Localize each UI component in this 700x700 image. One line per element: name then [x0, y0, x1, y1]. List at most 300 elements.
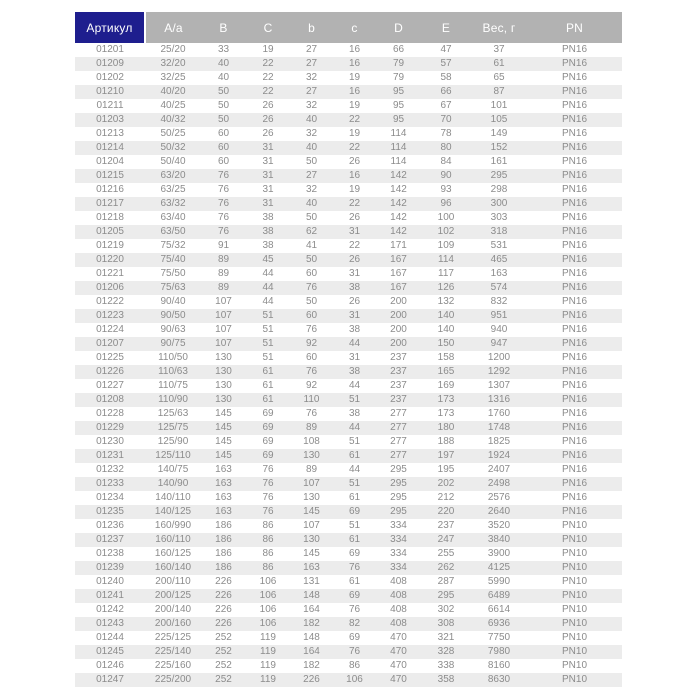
cell-c-upper: 119	[260, 632, 276, 643]
cell-a-over-a: 225/160	[154, 660, 192, 671]
cell-a-over-a: 75/63	[160, 282, 186, 293]
cell-articul: 01237	[96, 534, 124, 545]
cell-articul: 01210	[96, 86, 124, 97]
cell-b-lower: 145	[303, 506, 320, 517]
table-row	[75, 505, 622, 519]
cell-e: 140	[437, 310, 455, 321]
cell-articul: 01206	[96, 282, 124, 293]
cell-d: 237	[390, 352, 407, 363]
cell-pn: PN16	[561, 436, 587, 447]
cell-pn: PN16	[561, 226, 587, 237]
cell-b-lower: 60	[305, 310, 318, 321]
cell-pn: PN16	[561, 44, 587, 55]
cell-b-lower: 32	[305, 72, 318, 83]
cell-weight-g: 3900	[487, 548, 511, 559]
table-row	[75, 673, 622, 687]
cell-e: 328	[437, 646, 455, 657]
cell-weight-g: 300	[490, 198, 508, 209]
cell-pn: PN16	[561, 296, 587, 307]
column-header-articul: Артикул	[75, 12, 145, 43]
cell-articul: 01204	[96, 156, 124, 167]
cell-weight-g: 940	[490, 324, 508, 335]
cell-b-upper: 186	[215, 562, 232, 573]
cell-c-upper: 19	[262, 44, 274, 55]
cell-weight-g: 152	[490, 142, 508, 153]
cell-e: 358	[437, 674, 455, 685]
cell-e: 57	[440, 58, 452, 69]
cell-e: 150	[437, 338, 455, 349]
cell-a-over-a: 225/125	[154, 632, 192, 643]
cell-c-lower: 44	[348, 338, 361, 349]
cell-b-upper: 186	[215, 520, 232, 531]
cell-b-upper: 60	[217, 156, 230, 167]
cell-c-lower: 86	[348, 660, 361, 671]
cell-d: 167	[390, 282, 407, 293]
cell-c-lower: 16	[348, 58, 361, 69]
cell-a-over-a: 40/20	[160, 86, 186, 97]
cell-pn: PN16	[561, 114, 587, 125]
cell-c-upper: 45	[262, 254, 274, 265]
cell-pn: PN16	[561, 240, 587, 251]
cell-d: 470	[390, 632, 407, 643]
cell-pn: PN10	[561, 604, 587, 615]
cell-a-over-a: 32/25	[160, 72, 186, 83]
table-row	[75, 323, 622, 337]
cell-d: 167	[390, 254, 407, 265]
cell-articul: 01213	[96, 128, 124, 139]
cell-e: 169	[437, 380, 455, 391]
table-row	[75, 561, 622, 575]
cell-c-lower: 22	[348, 198, 361, 209]
cell-c-upper: 38	[262, 212, 274, 223]
cell-d: 114	[390, 142, 407, 153]
cell-b-lower: 76	[305, 408, 318, 419]
table-row	[75, 309, 622, 323]
cell-weight-g: 951	[490, 310, 508, 321]
table-row	[75, 365, 622, 379]
cell-c-lower: 44	[348, 380, 361, 391]
cell-d: 95	[392, 86, 405, 97]
cell-d: 408	[390, 618, 407, 629]
cell-d: 277	[390, 422, 407, 433]
cell-pn: PN16	[561, 268, 587, 279]
cell-c-upper: 31	[262, 198, 274, 209]
table-row	[75, 99, 622, 113]
cell-c-lower: 16	[348, 86, 361, 97]
cell-pn: PN16	[561, 380, 587, 391]
cell-a-over-a: 40/32	[160, 114, 186, 125]
cell-a-over-a: 160/140	[154, 562, 192, 573]
cell-a-over-a: 125/110	[155, 450, 191, 461]
cell-e: 109	[437, 240, 455, 251]
cell-a-over-a: 110/90	[158, 394, 188, 405]
cell-c-upper: 119	[260, 660, 276, 671]
cell-c-lower: 69	[348, 632, 361, 643]
cell-e: 237	[437, 520, 455, 531]
table-row	[75, 519, 622, 533]
cell-weight-g: 2576	[487, 492, 511, 503]
cell-articul: 01243	[96, 618, 124, 629]
cell-a-over-a: 140/110	[155, 492, 191, 503]
cell-a-over-a: 160/110	[155, 534, 191, 545]
table-row	[75, 57, 622, 71]
cell-weight-g: 87	[493, 86, 505, 97]
table-row	[75, 85, 622, 99]
cell-b-lower: 27	[305, 58, 318, 69]
table-row	[75, 393, 622, 407]
cell-a-over-a: 75/50	[160, 268, 186, 279]
cell-c-upper: 38	[262, 240, 274, 251]
table-row	[75, 183, 622, 197]
cell-c-upper: 26	[262, 128, 274, 139]
cell-e: 58	[440, 72, 452, 83]
cell-weight-g: 574	[490, 282, 508, 293]
cell-articul: 01211	[96, 100, 124, 111]
cell-b-lower: 108	[303, 436, 320, 447]
cell-b-upper: 107	[215, 296, 232, 307]
cell-b-lower: 60	[305, 352, 318, 363]
cell-c-lower: 76	[348, 604, 361, 615]
cell-weight-g: 1316	[487, 394, 511, 405]
cell-d: 295	[390, 506, 407, 517]
column-header-weight-g: Вес, г	[471, 12, 527, 43]
column-header-c-upper: C	[246, 12, 290, 43]
cell-weight-g: 2407	[487, 464, 511, 475]
cell-e: 212	[437, 492, 455, 503]
cell-c-lower: 38	[348, 408, 361, 419]
cell-b-lower: 226	[303, 674, 320, 685]
cell-b-lower: 50	[305, 254, 318, 265]
table-row	[75, 533, 622, 547]
cell-pn: PN16	[561, 170, 587, 181]
cell-articul: 01205	[96, 226, 124, 237]
cell-d: 142	[390, 198, 407, 209]
cell-b-lower: 130	[303, 534, 320, 545]
table-row	[75, 225, 622, 239]
cell-a-over-a: 63/40	[160, 212, 186, 223]
table-row	[75, 449, 622, 463]
cell-weight-g: 161	[490, 156, 508, 167]
cell-a-over-a: 225/140	[154, 646, 192, 657]
cell-c-upper: 119	[260, 674, 276, 685]
cell-a-over-a: 140/75	[157, 464, 189, 475]
table-row	[75, 141, 622, 155]
cell-c-lower: 16	[348, 44, 361, 55]
cell-d: 114	[390, 128, 407, 139]
table-row	[75, 477, 622, 491]
cell-d: 277	[390, 408, 407, 419]
cell-articul: 01238	[96, 548, 124, 559]
cell-c-upper: 22	[262, 86, 274, 97]
cell-articul: 01235	[96, 506, 124, 517]
cell-pn: PN10	[561, 590, 587, 601]
cell-c-upper: 26	[262, 114, 274, 125]
cell-weight-g: 832	[490, 296, 508, 307]
cell-pn: PN10	[561, 520, 587, 531]
cell-e: 70	[440, 114, 452, 125]
cell-c-upper: 69	[262, 422, 274, 433]
cell-c-upper: 51	[262, 352, 274, 363]
cell-e: 321	[437, 632, 455, 643]
cell-weight-g: 6489	[487, 590, 511, 601]
cell-d: 171	[390, 240, 407, 251]
cell-b-lower: 148	[303, 632, 320, 643]
cell-b-upper: 60	[217, 142, 230, 153]
cell-c-lower: 69	[348, 548, 361, 559]
cell-c-lower: 19	[348, 128, 361, 139]
cell-c-lower: 19	[348, 100, 361, 111]
cell-pn: PN10	[561, 618, 587, 629]
column-header-d: D	[376, 12, 421, 43]
cell-d: 334	[390, 548, 407, 559]
cell-a-over-a: 200/160	[154, 618, 192, 629]
cell-pn: PN16	[561, 184, 587, 195]
cell-b-upper: 107	[215, 310, 232, 321]
cell-e: 84	[440, 156, 452, 167]
cell-a-over-a: 50/25	[160, 128, 186, 139]
cell-e: 287	[437, 576, 455, 587]
cell-articul: 01227	[96, 380, 124, 391]
cell-e: 126	[437, 282, 455, 293]
cell-weight-g: 1748	[487, 422, 511, 433]
cell-c-lower: 76	[348, 562, 361, 573]
cell-weight-g: 101	[490, 100, 508, 111]
table-row	[75, 295, 622, 309]
cell-b-upper: 50	[217, 100, 230, 111]
cell-c-lower: 51	[348, 394, 361, 405]
cell-b-lower: 163	[303, 562, 320, 573]
cell-d: 142	[390, 184, 407, 195]
cell-d: 237	[390, 380, 407, 391]
cell-b-upper: 252	[215, 660, 232, 671]
cell-d: 142	[390, 226, 407, 237]
cell-weight-g: 3840	[487, 534, 511, 545]
cell-c-lower: 22	[348, 142, 361, 153]
cell-b-lower: 182	[303, 660, 320, 671]
cell-b-upper: 107	[215, 324, 232, 335]
cell-d: 334	[390, 534, 407, 545]
cell-c-upper: 119	[260, 646, 276, 657]
column-header-b-lower: b	[290, 12, 333, 43]
cell-pn: PN16	[561, 408, 587, 419]
cell-weight-g: 8630	[487, 674, 511, 685]
cell-e: 90	[440, 170, 452, 181]
table-row	[75, 211, 622, 225]
cell-articul: 01245	[96, 646, 124, 657]
cell-c-upper: 51	[262, 324, 274, 335]
cell-d: 66	[392, 44, 405, 55]
cell-e: 47	[440, 44, 452, 55]
cell-c-upper: 31	[262, 170, 274, 181]
cell-d: 470	[390, 660, 407, 671]
cell-articul: 01236	[96, 520, 124, 531]
cell-a-over-a: 140/125	[154, 506, 192, 517]
table-row	[75, 645, 622, 659]
cell-articul: 01223	[96, 310, 124, 321]
cell-b-lower: 110	[303, 394, 320, 405]
cell-a-over-a: 90/63	[160, 324, 186, 335]
cell-b-lower: 40	[305, 142, 318, 153]
cell-c-lower: 19	[348, 184, 361, 195]
cell-c-upper: 44	[262, 282, 274, 293]
cell-b-lower: 145	[303, 548, 320, 559]
cell-weight-g: 1924	[487, 450, 511, 461]
cell-d: 142	[390, 170, 407, 181]
cell-articul: 01209	[96, 58, 124, 69]
cell-b-upper: 252	[215, 674, 232, 685]
cell-c-upper: 38	[262, 226, 274, 237]
table-row	[75, 169, 622, 183]
cell-b-upper: 145	[215, 422, 232, 433]
cell-c-lower: 76	[348, 646, 361, 657]
cell-d: 200	[390, 324, 407, 335]
cell-b-upper: 76	[217, 198, 230, 209]
cell-b-lower: 89	[305, 464, 318, 475]
cell-c-upper: 86	[262, 520, 274, 531]
cell-pn: PN16	[561, 352, 587, 363]
cell-a-over-a: 50/32	[160, 142, 186, 153]
cell-a-over-a: 125/63	[157, 408, 189, 419]
cell-d: 334	[390, 562, 407, 573]
cell-c-upper: 31	[262, 184, 274, 195]
cell-b-upper: 145	[215, 436, 232, 447]
cell-weight-g: 3520	[487, 520, 511, 531]
cell-weight-g: 65	[493, 72, 505, 83]
cell-c-upper: 22	[262, 58, 274, 69]
table-row	[75, 659, 622, 673]
cell-weight-g: 1760	[487, 408, 511, 419]
cell-b-upper: 76	[217, 212, 230, 223]
cell-c-lower: 26	[348, 156, 361, 167]
table-row	[75, 155, 622, 169]
cell-b-upper: 130	[215, 352, 232, 363]
cell-c-lower: 22	[348, 114, 361, 125]
cell-articul: 01242	[96, 604, 124, 615]
table-row	[75, 379, 622, 393]
cell-b-lower: 107	[303, 478, 320, 489]
cell-weight-g: 61	[493, 58, 505, 69]
cell-articul: 01228	[96, 408, 124, 419]
cell-d: 277	[390, 450, 407, 461]
cell-e: 302	[437, 604, 455, 615]
cell-weight-g: 2498	[487, 478, 511, 489]
table-row	[75, 197, 622, 211]
cell-articul: 01239	[96, 562, 124, 573]
cell-e: 173	[437, 408, 455, 419]
cell-d: 470	[390, 674, 407, 685]
cell-b-lower: 164	[303, 604, 320, 615]
cell-e: 255	[437, 548, 455, 559]
table-body	[75, 43, 622, 687]
cell-d: 295	[390, 492, 407, 503]
cell-b-upper: 226	[215, 618, 232, 629]
cell-pn: PN16	[561, 142, 587, 153]
cell-c-lower: 44	[348, 422, 361, 433]
cell-c-upper: 61	[262, 380, 274, 391]
cell-c-upper: 76	[262, 464, 274, 475]
cell-pn: PN10	[561, 534, 587, 545]
cell-a-over-a: 160/125	[154, 548, 192, 559]
cell-c-upper: 69	[262, 408, 274, 419]
cell-d: 408	[390, 604, 407, 615]
cell-articul: 01240	[96, 576, 124, 587]
cell-a-over-a: 50/40	[160, 156, 186, 167]
cell-a-over-a: 200/125	[154, 590, 192, 601]
cell-d: 200	[390, 296, 407, 307]
cell-pn: PN16	[561, 394, 587, 405]
cell-b-lower: 32	[305, 100, 318, 111]
cell-pn: PN16	[561, 198, 587, 209]
cell-b-upper: 163	[215, 506, 232, 517]
cell-weight-g: 1307	[487, 380, 511, 391]
cell-pn: PN10	[561, 548, 587, 559]
cell-weight-g: 8160	[487, 660, 511, 671]
cell-weight-g: 465	[490, 254, 508, 265]
cell-articul: 01207	[96, 338, 124, 349]
cell-c-upper: 26	[262, 100, 274, 111]
cell-b-lower: 41	[305, 240, 318, 251]
cell-weight-g: 531	[490, 240, 508, 251]
cell-articul: 01233	[96, 478, 124, 489]
cell-d: 142	[390, 212, 407, 223]
cell-e: 158	[437, 352, 455, 363]
table-row	[75, 267, 622, 281]
cell-c-lower: 22	[348, 240, 361, 251]
cell-c-upper: 86	[262, 562, 274, 573]
table-row	[75, 575, 622, 589]
cell-c-upper: 69	[262, 450, 274, 461]
cell-pn: PN10	[561, 576, 587, 587]
cell-e: 202	[437, 478, 455, 489]
cell-b-lower: 76	[305, 324, 318, 335]
cell-c-lower: 51	[348, 478, 361, 489]
cell-articul: 01229	[96, 422, 124, 433]
cell-weight-g: 298	[490, 184, 508, 195]
cell-articul: 01230	[96, 436, 124, 447]
cell-c-lower: 31	[348, 268, 361, 279]
cell-b-upper: 89	[217, 254, 230, 265]
cell-e: 247	[437, 534, 455, 545]
column-header-c-lower: c	[333, 12, 376, 43]
cell-d: 237	[390, 366, 407, 377]
cell-articul: 01218	[96, 212, 124, 223]
cell-e: 188	[437, 436, 455, 447]
cell-weight-g: 1200	[487, 352, 511, 363]
cell-c-lower: 44	[348, 464, 361, 475]
cell-b-lower: 50	[305, 156, 318, 167]
cell-articul: 01226	[96, 366, 124, 377]
cell-pn: PN16	[561, 100, 587, 111]
cell-weight-g: 947	[490, 338, 508, 349]
cell-b-upper: 226	[215, 590, 232, 601]
cell-c-lower: 51	[348, 520, 361, 531]
cell-b-upper: 145	[215, 408, 232, 419]
cell-b-upper: 163	[215, 492, 232, 503]
cell-c-upper: 61	[262, 394, 274, 405]
cell-e: 80	[440, 142, 452, 153]
cell-b-upper: 60	[217, 128, 230, 139]
cell-articul: 01221	[96, 268, 124, 279]
cell-b-lower: 27	[305, 86, 318, 97]
cell-e: 173	[437, 394, 455, 405]
cell-b-upper: 163	[215, 478, 232, 489]
cell-b-upper: 89	[217, 282, 230, 293]
table-row	[75, 617, 622, 631]
cell-a-over-a: 75/40	[160, 254, 186, 265]
cell-c-lower: 69	[348, 506, 361, 517]
cell-c-lower: 38	[348, 366, 361, 377]
cell-e: 117	[438, 268, 454, 279]
